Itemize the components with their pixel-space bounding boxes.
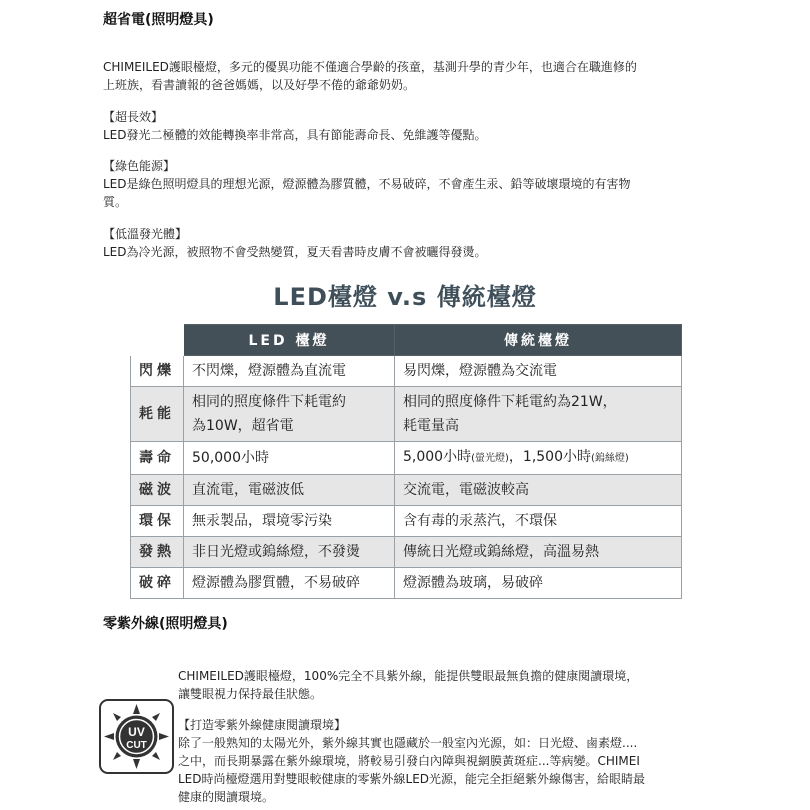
table-row bbox=[131, 506, 682, 537]
uv-intro-paragraph bbox=[178, 667, 738, 703]
intro-line: 上班族，看書讀報的爸爸媽媽，以及好學不倦的爺爺奶奶。 bbox=[103, 78, 416, 92]
uv-icon-text-bottom: CUT bbox=[126, 740, 147, 751]
led-cell: 非日光燈或鎢絲燈，不發燙 bbox=[184, 537, 395, 568]
table-row bbox=[131, 356, 682, 387]
section-title-power-saving: 超省電(照明燈具) bbox=[103, 12, 214, 28]
row-label: 耗能 bbox=[131, 387, 184, 442]
feature-text: LED是綠色照明燈具的理想光源，燈源體為膠質體，不易破碎，不會產生汞、鉛等破壞環境的有害物 bbox=[103, 177, 631, 191]
traditional-cell: 燈源體為玻璃，易破碎 bbox=[395, 568, 682, 599]
header-traditional: 傳統檯燈 bbox=[395, 325, 682, 356]
traditional-cell: 傳統日光燈或鎢絲燈，高溫易熱 bbox=[395, 537, 682, 568]
led-cell: 燈源體為膠質體，不易破碎 bbox=[184, 568, 395, 599]
uv-intro-line: CHIMEILED護眼檯燈，100%完全不具紫外線，能提供雙眼最無負擔的健康閱讀環境， bbox=[178, 669, 639, 683]
led-cell: 50,000小時 bbox=[184, 442, 395, 475]
traditional-cell-line: 相同的照度條件下耗電約為21W， bbox=[403, 394, 617, 410]
led-cell bbox=[184, 387, 395, 442]
led-cell: 直流電，電磁波低 bbox=[184, 475, 395, 506]
traditional-cell: 易閃爍，燈源體為交流電 bbox=[395, 356, 682, 387]
row-label: 壽命 bbox=[131, 442, 184, 475]
row-label: 破碎 bbox=[131, 568, 184, 599]
table-row bbox=[131, 442, 682, 475]
header-led: LED 檯燈 bbox=[184, 325, 395, 356]
lifespan-note: (鎢絲燈) bbox=[591, 453, 629, 464]
traditional-cell bbox=[395, 387, 682, 442]
uv-sub-heading: 【打造零紫外線健康閱讀環境】 bbox=[178, 718, 347, 732]
traditional-cell bbox=[395, 442, 682, 475]
led-cell-line: 為10W，超省電 bbox=[192, 418, 294, 434]
feature-heading: 【超長效】 bbox=[103, 110, 164, 124]
uv-body-line: 健康的閱讀環境。 bbox=[178, 790, 275, 804]
lifespan-value: ，1,500小時 bbox=[508, 449, 591, 465]
uv-body-paragraph bbox=[178, 716, 738, 806]
intro-paragraph bbox=[103, 58, 723, 94]
row-label: 磁波 bbox=[131, 475, 184, 506]
table-row bbox=[131, 537, 682, 568]
feature-long-life bbox=[103, 108, 723, 144]
feature-green-energy bbox=[103, 157, 723, 211]
row-label: 發熱 bbox=[131, 537, 184, 568]
lifespan-note: (螢光燈) bbox=[471, 453, 509, 464]
uv-body-line: LED時尚檯燈選用對雙眼較健康的零紫外線LED光源，能完全拒絕紫外線傷害，給眼睛最 bbox=[178, 772, 646, 786]
lifespan-value: 5,000小時 bbox=[403, 449, 472, 465]
feature-text: LED發光二極體的效能轉換率非常高，具有節能壽命長、免維護等優點。 bbox=[103, 128, 487, 142]
uv-cut-icon bbox=[99, 699, 174, 774]
section-title-zero-uv: 零紫外線(照明燈具) bbox=[103, 616, 228, 632]
feature-heading: 【低溫發光體】 bbox=[103, 227, 188, 241]
traditional-cell-line: 耗電量高 bbox=[403, 418, 459, 434]
led-cell-line: 相同的照度條件下耗電約 bbox=[192, 394, 346, 410]
uv-body-line: 除了一般熟知的太陽光外，紫外線其實也隱藏於一般室內光源，如：日光燈、鹵素燈.... bbox=[178, 736, 638, 750]
led-cell: 不閃爍，燈源體為直流電 bbox=[184, 356, 395, 387]
intro-line: CHIMEILED護眼檯燈，多元的優異功能不僅適合學齡的孩童，基測升學的青少年，也適合在職進修的 bbox=[103, 60, 637, 74]
uv-icon-text-top: UV bbox=[128, 725, 145, 739]
feature-text: 質。 bbox=[103, 195, 128, 209]
table-row bbox=[131, 568, 682, 599]
traditional-cell: 含有毒的汞蒸汽，不環保 bbox=[395, 506, 682, 537]
row-label: 環保 bbox=[131, 506, 184, 537]
table-header-row bbox=[131, 325, 682, 356]
traditional-cell: 交流電，電磁波較高 bbox=[395, 475, 682, 506]
header-corner bbox=[131, 325, 184, 356]
feature-heading: 【綠色能源】 bbox=[103, 159, 176, 173]
led-cell: 無汞製品，環境零污染 bbox=[184, 506, 395, 537]
row-label: 閃爍 bbox=[131, 356, 184, 387]
table-row bbox=[131, 475, 682, 506]
feature-text: LED為冷光源，被照物不會受熱變質，夏天看書時皮膚不會被曬得發燙。 bbox=[103, 245, 487, 259]
uv-intro-line: 讓雙眼視力保持最佳狀態。 bbox=[178, 687, 323, 701]
uv-body-line: 之中，而長期暴露在紫外線環境，將較易引發白內障與視網膜黃斑症...等病變。CHIMEI bbox=[178, 754, 640, 768]
comparison-table bbox=[130, 324, 682, 599]
comparison-title: LED檯燈 v.s 傳統檯燈 bbox=[273, 283, 537, 311]
feature-low-temp bbox=[103, 225, 723, 261]
table-row bbox=[131, 387, 682, 442]
